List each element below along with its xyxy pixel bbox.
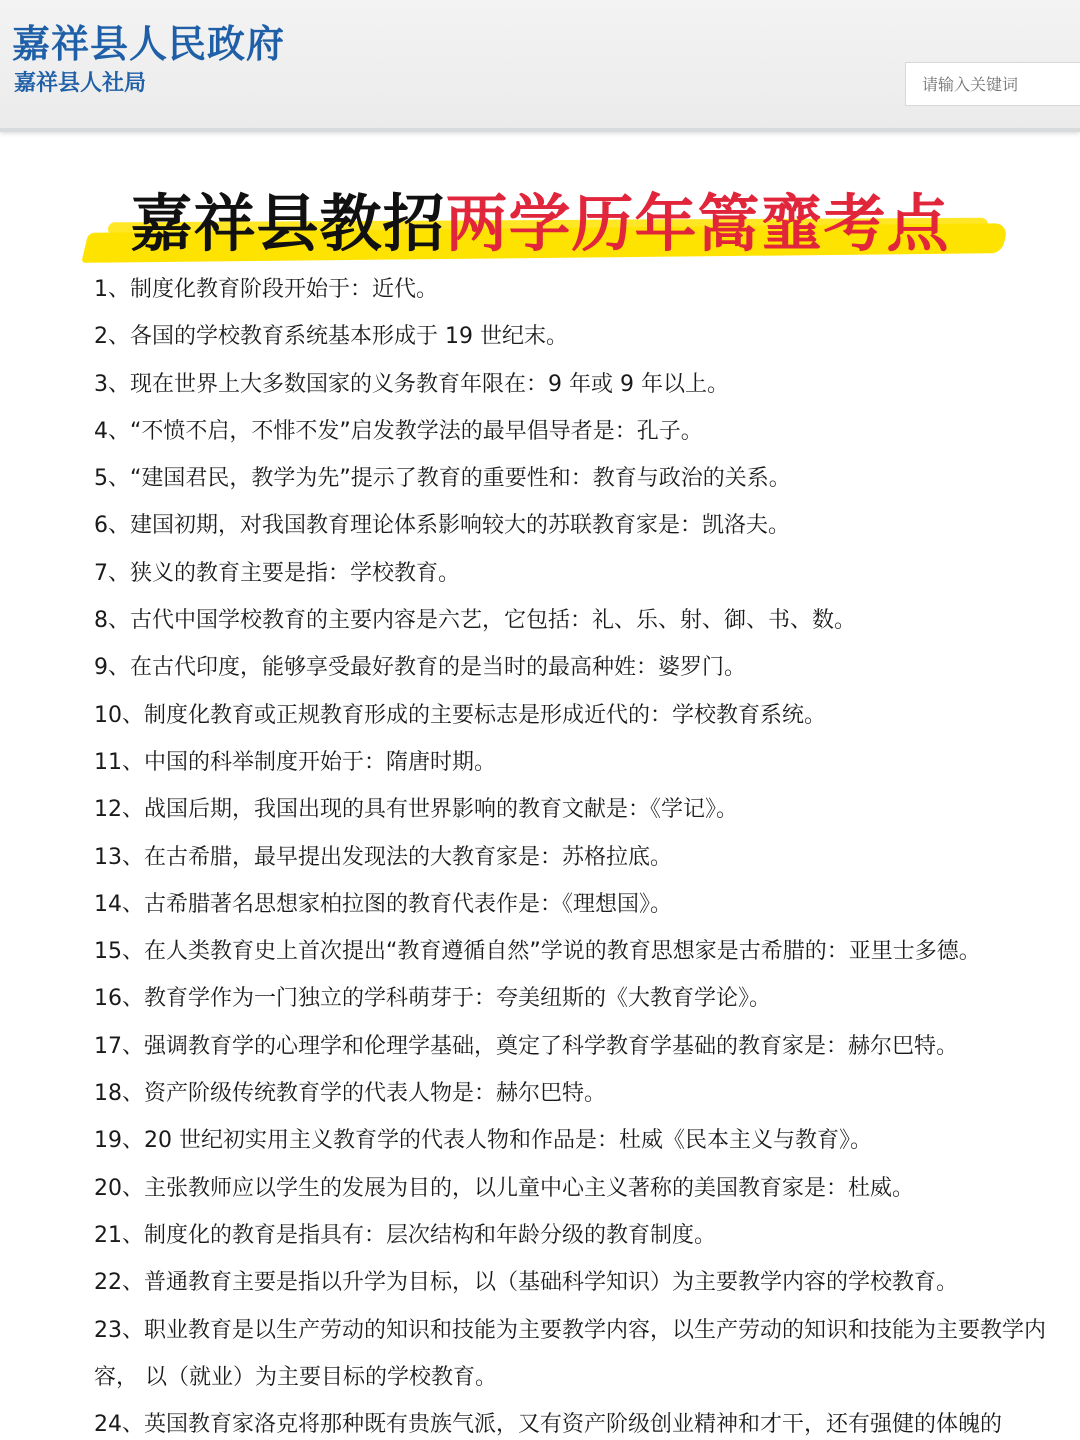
exam-points-list: [94, 266, 1064, 1440]
title-part-black: 嘉祥县教招: [130, 187, 446, 260]
list-item: 16、教育学作为一门独立的学科萌芽于：夸美纽斯的《大教育学论》。: [94, 986, 771, 1012]
search-input[interactable]: [905, 62, 1080, 106]
list-item: 11、中国的科举制度开始于：隋唐时期。: [94, 749, 496, 775]
list-item: 21、制度化的教育是指具有：层次结构和年龄分级的教育制度。: [94, 1222, 716, 1248]
list-item: 14、古希腊著名思想家柏拉图的教育代表作是：《理想国》。: [94, 891, 672, 917]
list-item: 13、在古希腊，最早提出发现法的大教育家是：苏格拉底。: [94, 844, 672, 870]
page-title: [0, 180, 1080, 270]
dept-name[interactable]: 嘉祥县人社局: [14, 71, 147, 96]
site-header: [0, 0, 1080, 132]
list-item: 23、职业教育是以生产劳动的知识和技能为主要教学内容，以生产劳动的知识和技能为主要教学内容， 以（就业）为主要目标的学校教育。: [94, 1317, 1046, 1390]
list-item: 17、强调教育学的心理学和伦理学基础，奠定了科学教育学基础的教育家是：赫尔巴特。: [94, 1033, 958, 1059]
list-item: 1、制度化教育阶段开始于：近代。: [94, 277, 438, 302]
list-item: 15、在人类教育史上首次提出“教育遵循自然”学说的教育思想家是古希腊的：亚里士多德。: [94, 939, 981, 965]
list-item: 18、资产阶级传统教育学的代表人物是：赫尔巴特。: [94, 1081, 606, 1107]
list-item: 2、各国的学校教育系统基本形成于 19 世纪末。: [94, 324, 568, 350]
gov-name-logo[interactable]: 嘉祥县人民政府: [12, 22, 286, 66]
list-item: 19、20 世纪初实用主义教育学的代表人物和作品是：杜威《民本主义与教育》。: [94, 1128, 872, 1154]
list-item: 5、“建国君民，教学为先”提示了教育的重要性和：教育与政治的关系。: [94, 466, 791, 492]
list-item: 22、普通教育主要是指以升学为目标，以（基础科学知识）为主要教学内容的学校教育。: [94, 1270, 958, 1296]
title-text: [0, 184, 1080, 264]
list-item: 12、战国后期，我国出现的具有世界影响的教育文献是：《学记》。: [94, 797, 738, 823]
list-item: 6、建国初期，对我国教育理论体系影响较大的苏联教育家是：凯洛夫。: [94, 513, 790, 539]
list-item: 24、英国教育家洛克将那种既有贵族气派，又有资产阶级创业精神和才干，还有强健的体魄的: [94, 1412, 1002, 1438]
list-item: 9、在古代印度，能够享受最好教育的是当时的最高种姓：婆罗门。: [94, 655, 746, 681]
list-item: 10、制度化教育或正规教育形成的主要标志是形成近代的：学校教育系统。: [94, 702, 826, 728]
list-item: 7、狭义的教育主要是指：学校教育。: [94, 560, 460, 586]
list-item: 4、“不愤不启，不悱不发”启发教学法的最早倡导者是：孔子。: [94, 418, 703, 444]
title-part-red: 两学历年篙韲考点: [445, 187, 950, 260]
list-item: 3、现在世界上大多数国家的义务教育年限在：9 年或 9 年以上。: [94, 371, 729, 397]
list-item: 20、主张教师应以学生的发展为目的，以儿童中心主义著称的美国教育家是：杜威。: [94, 1175, 914, 1201]
list-item: 8、古代中国学校教育的主要内容是六艺，它包括：礼、乐、射、御、书、数。: [94, 608, 856, 634]
